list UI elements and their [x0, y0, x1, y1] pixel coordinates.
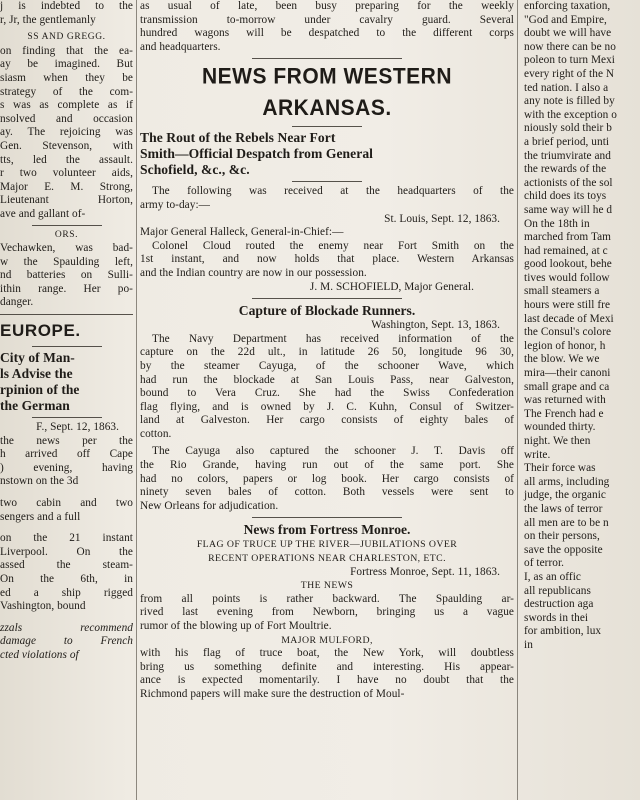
main-text-line: New Orleans for adjudication. — [140, 499, 279, 512]
right-text-line: small steamers a — [524, 285, 600, 298]
main-text-line: Colonel Cloud routed the enemy near Fort Smith on the — [152, 239, 514, 252]
right-text-line: On the 18th in — [524, 217, 590, 230]
main-text-line: bring us something definite and interesting. His appear- — [140, 660, 514, 673]
europe-title: EUROPE. — [0, 321, 81, 341]
left-text-line: h arrived off Cape — [0, 448, 133, 461]
right-text-line: of terror. — [524, 557, 565, 570]
right-text-line: poleon to turn Mexi — [524, 54, 615, 67]
left-text-line: tts, led the assault. — [0, 153, 133, 166]
dateline-st-louis: St. Louis, Sept. 12, 1863. — [384, 212, 500, 225]
left-text-line: sengers and a full — [0, 510, 81, 523]
right-text-line: small grape and ca — [524, 380, 610, 393]
left-text-line: On the 6th, in — [0, 573, 133, 585]
main-text-line: flag flying, and is owned by J. C. Kuhn, Consul of Switzer- — [140, 400, 514, 413]
right-text-line: good lookout, behe — [524, 258, 612, 271]
monroe-subheadline: FLAG OF TRUCE UP THE RIVER—JUBILATIONS OVER — [196, 539, 458, 551]
main-text-line: The Navy Department has received information of the — [152, 332, 514, 345]
right-text-line: marched from Tam — [524, 231, 612, 244]
left-text-line: nd batteries on Sulli- — [0, 269, 133, 282]
main-text-line: the Rio Grande, having run out of the same port. She — [140, 459, 514, 472]
left-text-line: the news per the — [0, 434, 133, 447]
left-text-line: ay be imagined. But — [0, 58, 133, 71]
main-text-line: The Cayuga also captured the schooner J. T. Davis off — [152, 445, 514, 458]
arkansas-headline: Smith—Official Despatch from General — [140, 146, 373, 162]
right-text-line: was returned with — [524, 394, 606, 407]
main-text-line: capture on the 22d ult., in latitude 26 50, longitude 96 30, — [140, 346, 514, 359]
main-text-line: by the steamer Cayuga, of the schooner Wave, which — [140, 359, 514, 372]
right-text-line: any note is filled by — [524, 95, 615, 108]
right-text-line: destruction aga — [524, 598, 594, 611]
left-text-line: j is indebted to the — [0, 0, 133, 12]
right-text-line: judge, the organic — [524, 489, 606, 502]
left-text-line: on finding that the ea- — [0, 44, 133, 57]
dateline-fortress-monroe: Fortress Monroe, Sept. 11, 1863. — [350, 565, 500, 578]
right-text-line: a brief period, unti — [524, 135, 610, 148]
left-text-line: cted violations of — [0, 648, 79, 661]
right-text-line: last decade of Mexi — [524, 312, 614, 325]
left-text-line: Vashington, bound — [0, 600, 86, 613]
left-text-line: ay. The rejoicing was — [0, 126, 133, 139]
right-text-line: save the opposite — [524, 543, 603, 556]
right-text-line: all republicans — [524, 584, 591, 597]
left-text-line: r, Jr, the gentlemanly — [0, 13, 96, 26]
left-divider-b — [0, 314, 133, 315]
left-divider-a — [32, 225, 102, 226]
dateline-washington: Washington, Sept. 13, 1863. — [371, 319, 500, 332]
column-rule-left — [136, 0, 137, 800]
left-text-line: zzals recommend — [0, 621, 133, 634]
right-text-line: Their force was — [524, 462, 596, 475]
main-text-line: cotton. — [140, 427, 172, 440]
left-text-line: on the 21 instant — [0, 532, 133, 545]
left-text-line: ave and gallant of- — [0, 207, 86, 220]
main-text-line: from all points is rather backward. The Spaulding ar- — [140, 592, 514, 605]
right-text-line: write. — [524, 448, 551, 461]
left-text-line: Major E. M. Strong, — [0, 180, 133, 193]
right-text-line: with the exception o — [524, 108, 617, 121]
right-text-line: now there can be no — [524, 40, 616, 53]
right-text-line: legion of honor, h — [524, 339, 606, 352]
right-text-line: all arms, including — [524, 475, 610, 488]
main-divider-d — [252, 298, 402, 299]
europe-subheadline: the German — [0, 398, 70, 414]
left-text-line: nstown on the 3d — [0, 475, 79, 488]
left-text-line: nsolved and occasion — [0, 112, 133, 125]
left-column — [0, 0, 133, 800]
left-text-line: siasm when they be — [0, 71, 133, 84]
main-text-line: ninety seven bales of cotton. Both vessels were sent to — [140, 486, 514, 499]
main-divider-c — [292, 181, 362, 182]
right-text-line: all men are to be n — [524, 516, 609, 529]
main-text-line: ance is expected momentarily. I have no doubt that the — [140, 674, 514, 687]
monroe-headline: News from Fortress Monroe. — [243, 522, 411, 538]
main-text-line: Richmond papers will make sure the destruction of Moul- — [140, 687, 405, 700]
left-divider-c — [32, 346, 102, 347]
main-text-line: rumor of the blowing up of Fort Moultrie. — [140, 620, 332, 632]
left-subhead-a: SS AND GREGG. — [27, 32, 106, 43]
right-text-line: on their persons, — [524, 530, 600, 543]
left-text-line: Vechawken, was bad- — [0, 242, 133, 255]
mulford-heading: MAJOR MULFORD, — [281, 634, 373, 646]
left-divider-d — [32, 417, 102, 418]
left-text-line: Lieutenant Horton, — [0, 194, 133, 207]
arkansas-headline: Schofield, &c., &c. — [140, 162, 250, 178]
europe-dateline: F., Sept. 12, 1863. — [36, 421, 119, 434]
left-text-line: danger. — [0, 296, 34, 309]
right-text-line: I, as an offic — [524, 570, 581, 583]
main-text-line: and headquarters. — [140, 40, 221, 53]
main-text-line: transmission to-morrow under cavalry guard. Several — [140, 13, 514, 26]
left-text-line: two cabin and two — [0, 497, 133, 510]
main-text-line: hundred wagons will be despatched to the different corps — [140, 27, 514, 40]
right-text-line: swords in thei — [524, 611, 589, 624]
main-text-line: had no colors, papers or log book. Her cargo consists of — [140, 472, 514, 485]
main-text-line: The following was received at the headquarters of the — [152, 185, 514, 198]
main-divider-a — [252, 58, 402, 59]
main-text-line: rived last evening from Newborn, bringing us a vague — [140, 606, 514, 619]
main-divider-e — [252, 517, 402, 518]
right-text-line: every right of the N — [524, 67, 615, 80]
left-text-line: Gen. Stevenson, with — [0, 139, 133, 152]
right-text-line: night. We then — [524, 435, 591, 447]
main-text-line: 1st instant, and now holds that place. Western Arkansas — [140, 253, 514, 266]
main-divider-b — [292, 126, 362, 127]
right-text-line: mira—their canoni — [524, 367, 611, 380]
left-text-line: strategy of the com- — [0, 85, 133, 98]
left-text-line: damage to French — [0, 635, 133, 648]
left-subhead-b: ORS. — [54, 229, 79, 240]
signature: J. M. SCHOFIELD, Major General. — [309, 280, 474, 293]
right-text-line: the rewards of the — [524, 163, 607, 176]
right-text-line: actionists of the sol — [524, 176, 613, 189]
right-text-line: for ambition, lux — [524, 625, 602, 638]
left-text-line: s was as complete as if — [0, 99, 133, 112]
right-text-line: child does its toys — [524, 190, 607, 203]
europe-subheadline: rpinion of the — [0, 382, 80, 398]
arkansas-headline: The Rout of the Rebels Near Fort — [140, 130, 336, 146]
main-text-line: with his flag of truce boat, the New York, will doubtless — [140, 647, 514, 660]
main-text-line: had run the blockade at San Louis Pass, near Galveston, — [140, 373, 514, 386]
left-text-line: w the Spaulding left, — [0, 255, 133, 268]
main-text-line: land at Galveston. Her cargo consists of eighty bales of — [140, 414, 514, 427]
main-text-line: as usual of late, been busy preparing for the weekly — [140, 0, 514, 12]
main-text-line: and the Indian country are now in our possession. — [140, 266, 367, 279]
right-text-line: niously sold their b — [524, 122, 612, 135]
right-text-line: wounded thirty. — [524, 421, 596, 434]
right-text-line: ted nation. I also a — [524, 81, 609, 94]
left-text-line: ) evening, having — [0, 461, 133, 474]
left-text-line: Liverpool. On the — [0, 545, 133, 558]
right-column — [521, 0, 640, 800]
right-text-line: hours were still fre — [524, 299, 611, 312]
the-news-heading: THE NEWS — [300, 580, 354, 592]
left-text-line: assed the steam- — [0, 559, 133, 572]
main-text-line: bound to Vera Cruz. She had the Swiss Confederation — [140, 387, 514, 400]
blockade-headline: Capture of Blockade Runners. — [238, 303, 416, 319]
europe-subheadline: City of Man- — [0, 350, 75, 366]
right-text-line: the Consul's colore — [524, 326, 612, 339]
section-title: NEWS FROM WESTERN ARKANSAS. — [202, 65, 452, 121]
europe-subheadline: ls Advise the — [0, 366, 73, 382]
right-text-line: tives would follow — [524, 271, 610, 284]
column-rule-right — [517, 0, 518, 800]
main-text-line: army to-day:— — [140, 198, 210, 211]
right-text-line: the laws of terror — [524, 502, 603, 515]
right-text-line: the blow. We we — [524, 353, 600, 366]
monroe-subheadline: RECENT OPERATIONS NEAR CHARLESTON, ETC. — [208, 553, 446, 565]
right-text-line: same way will he d — [524, 203, 613, 216]
salutation: Major General Halleck, General-in-Chief:— — [140, 226, 344, 239]
right-text-line: "God and Empire, — [524, 13, 607, 26]
right-text-line: The French had e — [524, 407, 604, 420]
right-text-line: doubt we will have — [524, 27, 612, 40]
main-column — [140, 0, 514, 800]
left-text-line: r two volunteer aids, — [0, 167, 133, 180]
right-text-line: had remained, at c — [524, 244, 608, 257]
left-text-line: ithin range. Her po- — [0, 282, 133, 295]
right-text-line: enforcing taxation, — [524, 0, 611, 12]
right-text-line: in — [524, 638, 533, 651]
right-text-line: the triumvirate and — [524, 149, 611, 162]
left-text-line: ed a ship rigged — [0, 586, 133, 599]
